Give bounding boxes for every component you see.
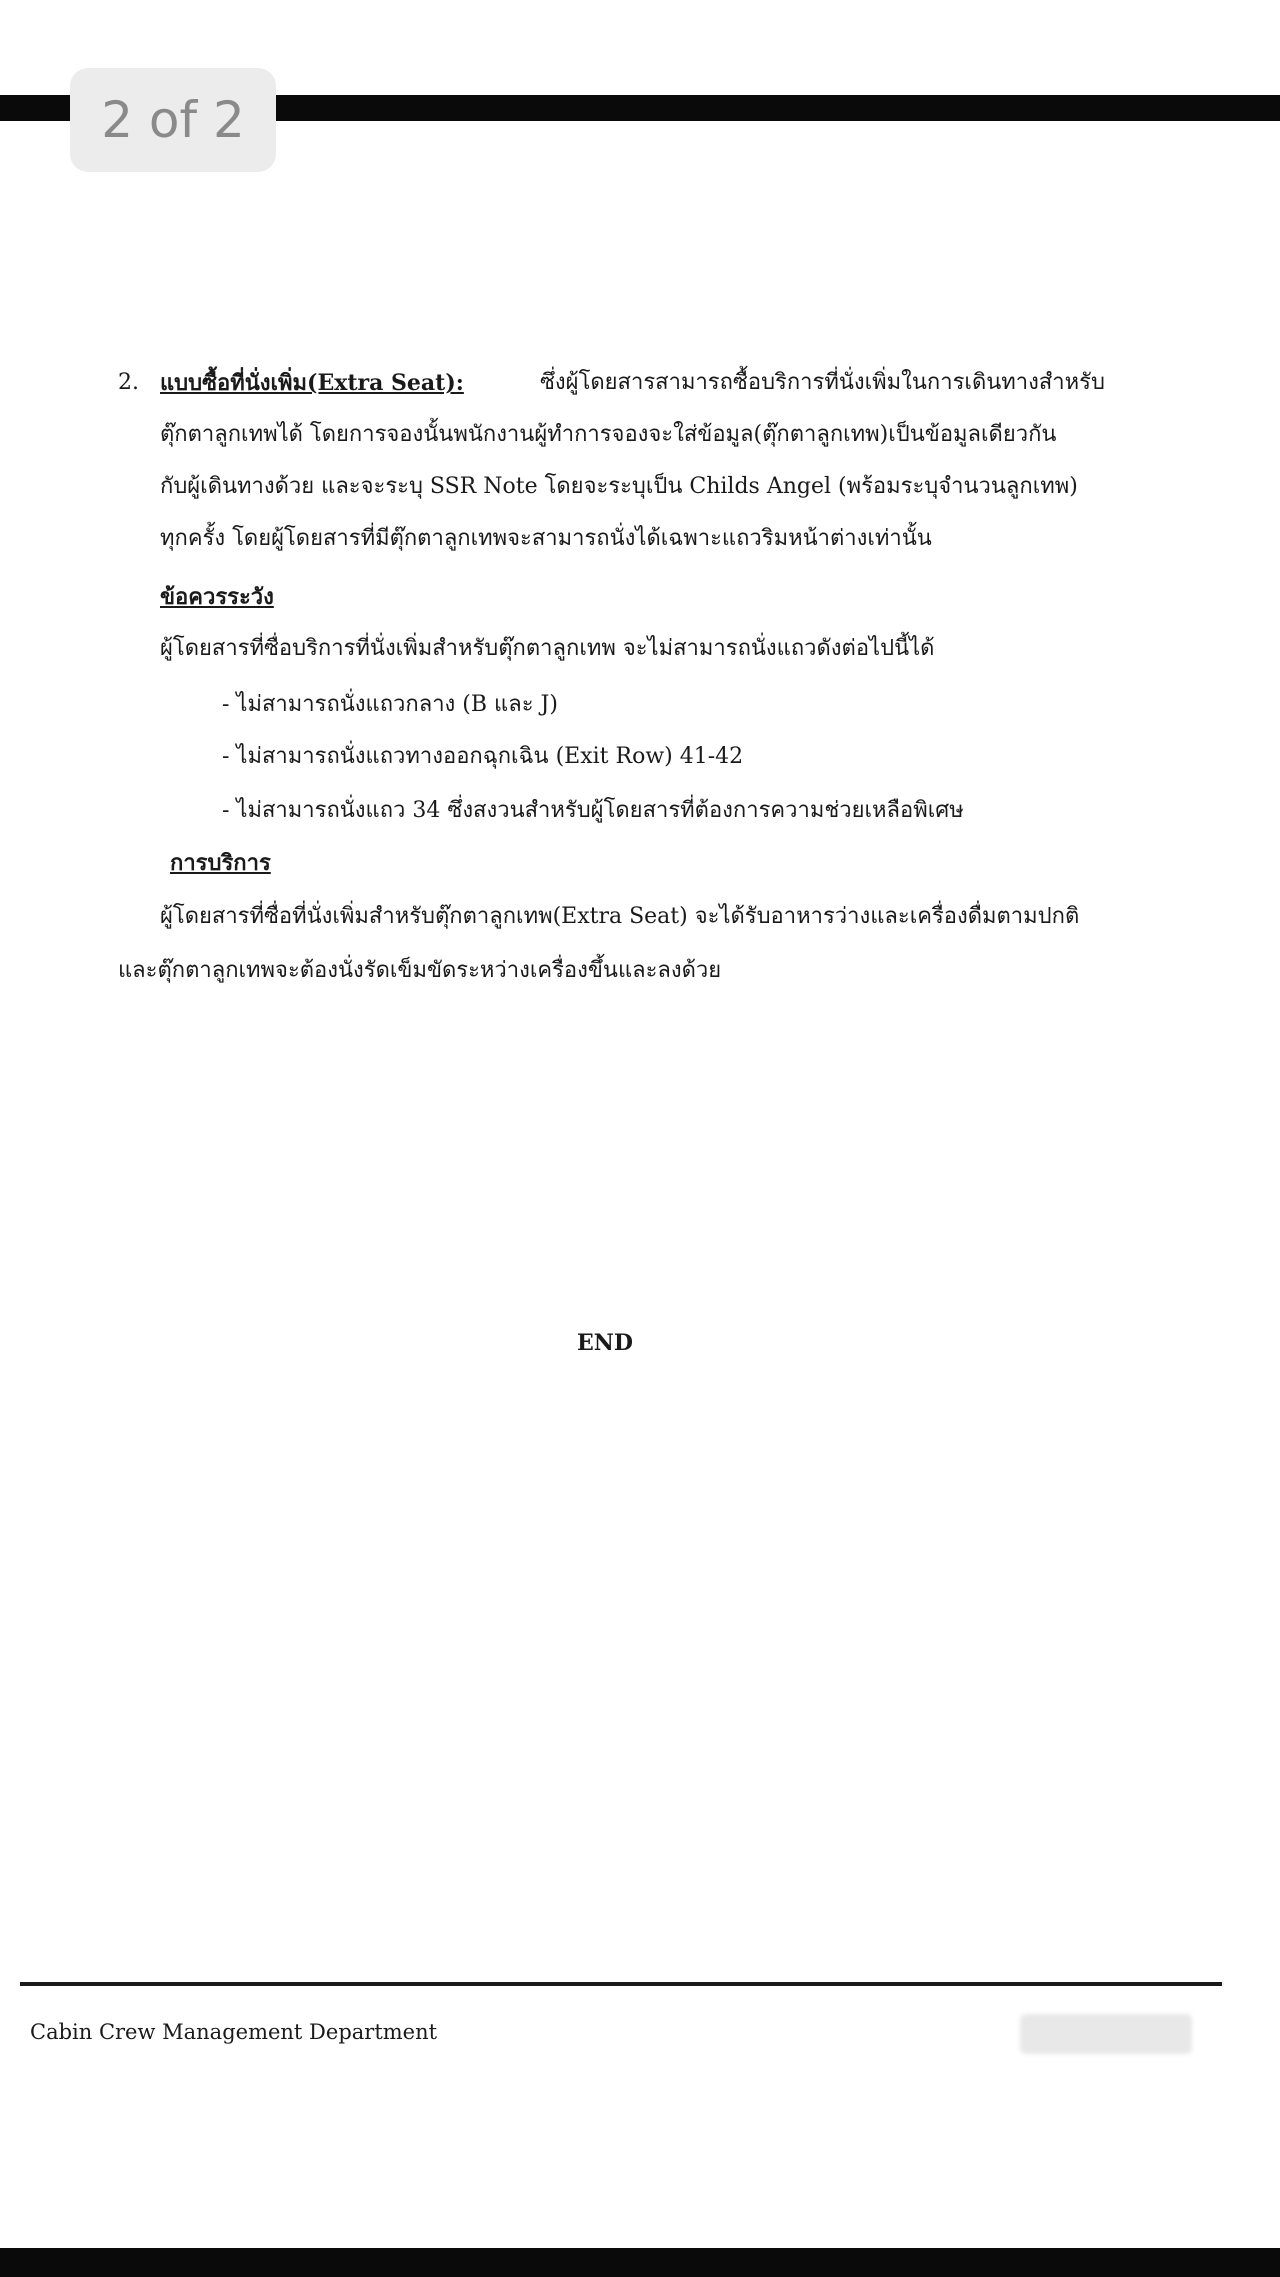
end-mark: END xyxy=(577,1330,633,1356)
item-line-4: ทุกครั้ง โดยผู้โดยสารที่มีตุ๊กตาลูกเทพจะสามารถนั่งได้เฉพาะแถวริมหน้าต่างเท่านั้น xyxy=(160,526,932,551)
item-heading: แบบซื้อที่นั่งเพิ่ม(Extra Seat): xyxy=(160,370,464,396)
item-line-2: ตุ๊กตาลูกเทพได้ โดยการจองนั้นพนักงานผู้ทำการจองจะใส่ข้อมูล(ตุ๊กตาลูกเทพ)เป็นข้อมูลเดียวกัน xyxy=(160,422,1057,447)
caution-heading: ข้อควรระวัง xyxy=(160,584,274,610)
service-line-2: และตุ๊กตาลูกเทพจะต้องนั่งรัดเข็มขัดระหว่างเครื่องขึ้นและลงด้วย xyxy=(118,958,722,983)
caution-item: - ไม่สามารถนั่งแถวทางออกฉุกเฉิน (Exit Row) 41-42 xyxy=(222,744,744,769)
service-line-1: ผู้โดยสารที่ซื่อที่นั่งเพิ่มสำหรับตุ๊กตาลูกเทพ(Extra Seat) จะได้รับอาหารว่างและเครื่องดื่มตามปกติ xyxy=(160,904,1080,929)
bottom-black-bar xyxy=(0,2248,1280,2277)
footer-department: Cabin Crew Management Department xyxy=(30,2020,438,2044)
page-indicator-badge: 2 of 2 xyxy=(70,68,276,172)
redacted-area xyxy=(1020,2014,1192,2054)
caution-intro: ผู้โดยสารที่ซื่อบริการที่นั่งเพิ่มสำหรับตุ๊กตาลูกเทพ จะไม่สามารถนั่งแถวดังต่อไปนี้ได้ xyxy=(160,636,935,661)
item-line-1: ซึ่งผู้โดยสารสามารถซื้อบริการที่นั่งเพิ่มในการเดินทางสำหรับ xyxy=(540,370,1105,395)
item-number: 2. xyxy=(118,370,139,395)
item-line-3: กับผู้เดินทางด้วย และจะระบุ SSR Note โดยจะระบุเป็น Childs Angel (พร้อมระบุจำนวนลูกเทพ) xyxy=(160,474,1078,499)
service-heading: การบริการ xyxy=(170,850,271,876)
footer-divider xyxy=(20,1982,1222,1986)
caution-item: - ไม่สามารถนั่งแถวกลาง (B และ J) xyxy=(222,692,558,717)
caution-item: - ไม่สามารถนั่งแถว 34 ซึ่งสงวนสำหรับผู้โดยสารที่ต้องการความช่วยเหลือพิเศษ xyxy=(222,798,964,823)
